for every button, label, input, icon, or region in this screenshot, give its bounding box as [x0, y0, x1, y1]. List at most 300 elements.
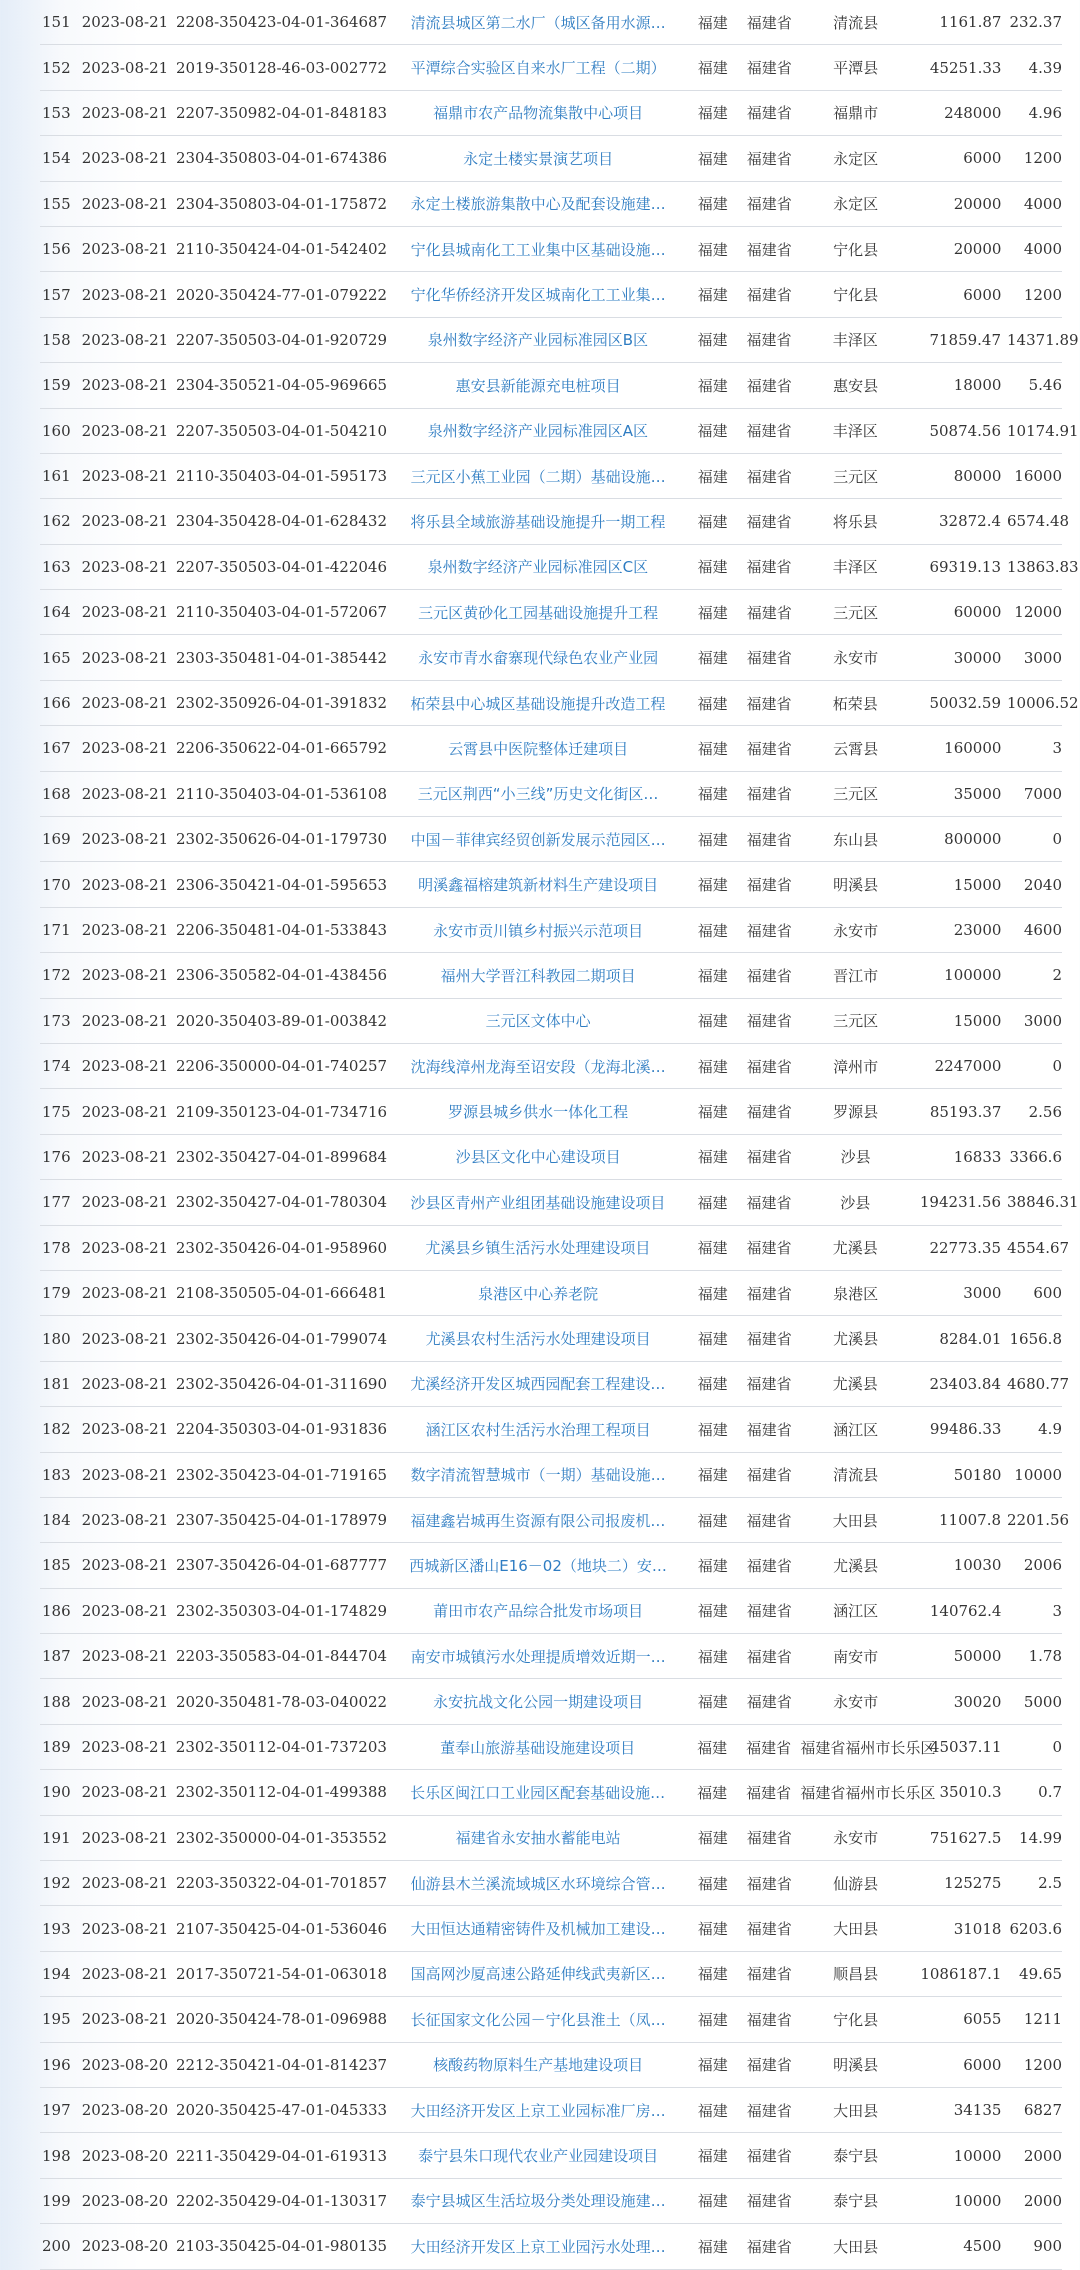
project-name-link[interactable]: 泉港区中心养老院	[478, 1284, 599, 1303]
amount: 3	[1052, 1601, 1062, 1620]
province: 福建省	[746, 104, 792, 123]
province: 福建省	[746, 1375, 792, 1394]
district: 三元区	[833, 603, 879, 622]
table-row	[40, 817, 1062, 862]
province: 福建省	[746, 59, 792, 78]
province-short: 福建	[697, 739, 728, 758]
approval-date: 2023-08-21	[81, 1102, 169, 1121]
amount: 4000	[1023, 240, 1062, 259]
district: 尤溪县	[832, 1239, 878, 1258]
province: 福建省	[746, 2101, 792, 2120]
project-code: 2304-350803-04-01-674386	[175, 149, 388, 168]
project-name-link[interactable]: 福州大学晋江科教园二期项目	[440, 966, 636, 985]
row-number: 171	[42, 921, 71, 939]
row-number: 183	[42, 1465, 71, 1484]
row-number: 189	[42, 1738, 71, 1757]
row-number: 166	[42, 694, 71, 713]
province-short: 福建	[697, 2147, 728, 2166]
table-row	[40, 1316, 1062, 1361]
approval-date: 2023-08-21	[81, 875, 169, 894]
approval-date: 2023-08-21	[81, 421, 169, 440]
district: 清流县	[833, 13, 879, 32]
province: 福建省	[746, 1239, 792, 1258]
project-name-link[interactable]: 宁化华侨经济开发区城南化工工业集…	[410, 286, 666, 305]
province: 福建省	[746, 739, 792, 758]
project-name-link[interactable]: 大田经济开发区上京工业园污水处理…	[410, 2237, 666, 2256]
approval-date: 2023-08-21	[81, 1465, 169, 1484]
project-name-link[interactable]: 福建鑫岩城再生资源有限公司报废机…	[410, 1511, 666, 1530]
approval-date: 2023-08-21	[81, 1511, 169, 1530]
row-number: 151	[42, 13, 71, 32]
project-name-link[interactable]: 将乐县全域旅游基础设施提升一期工程	[410, 512, 666, 531]
project-name-link[interactable]: 西城新区潘山E16－02（地块二）安…	[409, 1556, 667, 1575]
amount: 1200	[1023, 149, 1062, 168]
district: 东山县	[833, 830, 879, 849]
project-name-link[interactable]: 泉州数字经济产业园标准园区A区	[427, 422, 648, 441]
project-name-link[interactable]: 永安抗战文化公园一期建设项目	[433, 1693, 644, 1712]
project-code: 2203-350583-04-01-844704	[175, 1647, 388, 1666]
project-name-link[interactable]: 长乐区闽江口工业园区配套基础设施…	[410, 1783, 666, 1802]
project-name-link[interactable]: 泰宁县朱口现代农业产业园建设项目	[418, 2147, 659, 2166]
approval-date: 2023-08-21	[81, 557, 169, 576]
province: 福建省	[746, 1647, 792, 1666]
project-name-link[interactable]: 泰宁县城区生活垃圾分类处理设施建…	[410, 2192, 666, 2211]
approval-date: 2023-08-21	[81, 1420, 169, 1439]
district: 三元区	[833, 467, 879, 486]
province-short: 福建	[697, 830, 728, 849]
row-number: 193	[42, 1919, 71, 1938]
district: 三元区	[833, 1012, 879, 1031]
project-name-link[interactable]: 永安市青水畲寨现代绿色农业产业园	[418, 649, 659, 668]
total-investment: 31018	[953, 1919, 1002, 1938]
amount: 2.5	[1038, 1874, 1062, 1893]
table-row	[40, 862, 1062, 907]
project-code: 2302-350423-04-01-719165	[175, 1465, 388, 1484]
project-code: 2108-350505-04-01-666481	[175, 1284, 388, 1303]
approval-date: 2023-08-21	[81, 1284, 169, 1303]
table-row	[40, 363, 1062, 408]
row-number: 155	[42, 194, 71, 213]
row-number: 194	[42, 1964, 71, 1983]
total-investment: 6000	[963, 149, 1002, 168]
district: 泰宁县	[833, 2192, 879, 2211]
row-number: 197	[42, 2101, 71, 2120]
amount: 4600	[1023, 921, 1062, 939]
province: 福建省	[746, 1874, 792, 1893]
amount: 6574.48	[1007, 512, 1070, 531]
district: 永定区	[833, 149, 879, 168]
province: 福建省	[746, 1420, 792, 1439]
total-investment: 80000	[953, 467, 1002, 486]
project-code: 2302-350427-04-01-899684	[175, 1147, 388, 1166]
province: 福建省	[746, 1466, 792, 1485]
table-row	[40, 0, 1062, 45]
total-investment: 32872.4	[938, 512, 1002, 531]
total-investment: 10000	[953, 2191, 1002, 2210]
amount: 2040	[1023, 875, 1062, 894]
district: 惠安县	[833, 376, 879, 395]
district: 涵江区	[833, 1602, 879, 1621]
total-investment: 50180	[953, 1465, 1002, 1484]
project-name-link[interactable]: 大田经济开发区上京工业园标准厂房…	[410, 2101, 666, 2120]
project-code: 2107-350425-04-01-536046	[175, 1919, 388, 1938]
table-row	[40, 136, 1062, 181]
row-number: 198	[42, 2146, 71, 2165]
district: 三元区	[833, 785, 879, 804]
project-code: 2206-350481-04-01-533843	[175, 921, 388, 939]
approval-date: 2023-08-21	[81, 739, 169, 758]
district: 云霄县	[833, 739, 879, 758]
row-number: 176	[42, 1147, 71, 1166]
amount: 2006	[1023, 1556, 1062, 1575]
project-name-link[interactable]: 尤溪县农村生活污水处理建设项目	[425, 1330, 651, 1349]
project-name-link[interactable]: 莆田市农产品综合批发市场项目	[433, 1602, 644, 1621]
project-code: 2302-350426-04-01-958960	[175, 1238, 388, 1257]
project-name-link[interactable]: 永安市贡川镇乡村振兴示范项目	[433, 921, 644, 940]
amount: 1211	[1023, 2010, 1062, 2029]
approval-date: 2023-08-21	[81, 1964, 169, 1983]
total-investment: 30020	[953, 1692, 1002, 1711]
approval-date: 2023-08-21	[81, 1738, 169, 1757]
project-code: 2020-350424-77-01-079222	[175, 285, 388, 304]
project-name-link[interactable]: 三元区文体中心	[485, 1012, 591, 1031]
table-row	[40, 91, 1062, 136]
approval-date: 2023-08-21	[81, 1238, 169, 1257]
district: 南安市	[833, 1647, 879, 1666]
project-name-link[interactable]: 福鼎市农产品物流集散中心项目	[433, 104, 644, 123]
province: 福建省	[746, 2147, 792, 2166]
project-code: 2306-350582-04-01-438456	[175, 966, 388, 985]
project-code: 2207-350503-04-01-504210	[175, 421, 388, 440]
approval-date: 2023-08-21	[81, 966, 169, 985]
project-name-link[interactable]: 仙游县木兰溪流域城区水环境综合管…	[410, 1874, 666, 1893]
province: 福建省	[746, 1965, 792, 1984]
row-number: 200	[42, 2237, 71, 2256]
province-short: 福建	[697, 59, 728, 78]
row-number: 172	[42, 966, 71, 985]
approval-date: 2023-08-21	[81, 784, 169, 803]
project-code: 2207-350982-04-01-848183	[175, 103, 388, 122]
amount: 0.7	[1038, 1783, 1063, 1802]
province-short: 福建	[697, 966, 728, 985]
province: 福建省	[746, 2192, 792, 2211]
district: 顺昌县	[833, 1965, 879, 1984]
province-short: 福建	[697, 467, 728, 486]
approval-date: 2023-08-20	[81, 2146, 169, 2165]
amount: 900	[1033, 2237, 1062, 2256]
amount: 3366.6	[1009, 1147, 1062, 1166]
project-name-link[interactable]: 惠安县新能源充电桩项目	[455, 376, 621, 395]
province: 福建省	[746, 785, 792, 804]
row-number: 185	[42, 1556, 71, 1575]
project-code: 2020-350481-78-03-040022	[175, 1692, 388, 1711]
province-short: 福建	[697, 1920, 728, 1939]
province-short: 福建	[697, 195, 728, 214]
province-short: 福建	[697, 785, 728, 804]
table-row	[40, 1952, 1062, 1997]
province-short: 福建	[697, 1375, 728, 1394]
row-number: 178	[42, 1238, 71, 1257]
project-code: 2307-350426-04-01-687777	[175, 1556, 388, 1575]
table-row	[40, 1089, 1062, 1134]
project-code: 2202-350429-04-01-130317	[175, 2191, 388, 2210]
table-row	[40, 1271, 1062, 1316]
amount: 2201.56	[1007, 1511, 1070, 1530]
total-investment: 800000	[944, 830, 1002, 849]
total-investment: 2247000	[934, 1057, 1002, 1076]
row-number: 186	[42, 1601, 71, 1620]
project-name-link[interactable]: 三元区荆西“小三线”历史文化街区…	[417, 785, 659, 804]
row-number: 160	[42, 421, 71, 440]
amount: 6827	[1023, 2101, 1062, 2120]
province-short: 福建	[697, 1012, 728, 1031]
project-code: 2304-350428-04-01-628432	[175, 512, 388, 531]
province: 福建省	[746, 376, 792, 395]
project-name-link[interactable]: 柘荣县中心城区基础设施提升改造工程	[410, 694, 666, 713]
province-short: 福建	[697, 1193, 728, 1212]
project-name-link[interactable]: 泉州数字经济产业园标准园区C区	[427, 558, 649, 577]
district: 泰宁县	[833, 2147, 879, 2166]
approval-date: 2023-08-21	[81, 240, 169, 259]
province: 福建省	[746, 1103, 792, 1122]
total-investment: 23000	[953, 921, 1002, 939]
project-name-link[interactable]: 中国－菲律宾经贸创新发展示范园区…	[410, 830, 666, 849]
project-name-link[interactable]: 数字清流智慧城市（一期）基础设施…	[410, 1466, 666, 1485]
row-number: 169	[42, 830, 71, 849]
project-name-link[interactable]: 清流县城区第二水厂（城区备用水源…	[410, 13, 666, 32]
amount: 5.46	[1028, 376, 1062, 395]
total-investment: 3000	[963, 1284, 1002, 1303]
total-investment: 125275	[944, 1874, 1002, 1893]
row-number: 157	[42, 285, 71, 304]
project-code: 2110-350403-04-01-572067	[175, 603, 388, 622]
province-short: 福建	[697, 694, 728, 713]
amount: 14.99	[1019, 1828, 1062, 1847]
project-code: 2304-350521-04-05-969665	[175, 376, 388, 395]
approval-date: 2023-08-21	[81, 1601, 169, 1620]
table-row	[40, 726, 1062, 771]
approval-date: 2023-08-21	[81, 1874, 169, 1893]
amount: 10174.91	[1007, 421, 1079, 440]
project-name-link[interactable]: 平潭综合实验区自来水厂工程（二期）	[410, 59, 666, 78]
project-name-link[interactable]: 长征国家文化公园－宁化县淮土（凤…	[410, 2010, 666, 2029]
district: 沙县	[840, 1148, 871, 1167]
province-short: 福建	[697, 1466, 728, 1485]
total-investment: 6000	[963, 285, 1002, 304]
project-name-link[interactable]: 永定土楼实景演艺项目	[463, 149, 614, 168]
province: 福建省	[746, 1693, 792, 1712]
project-name-link[interactable]: 罗源县城乡供水一体化工程	[448, 1103, 629, 1122]
amount: 4680.77	[1007, 1374, 1070, 1393]
project-name-link[interactable]: 云霄县中医院整体迁建项目	[448, 739, 629, 758]
district: 涵江区	[833, 1420, 879, 1439]
approval-date: 2023-08-21	[81, 376, 169, 395]
row-number: 195	[42, 2010, 71, 2029]
total-investment: 100000	[944, 966, 1002, 985]
province: 福建省	[746, 240, 792, 259]
row-number: 154	[42, 149, 71, 168]
district: 大田县	[833, 1920, 879, 1939]
approval-date: 2023-08-21	[81, 285, 169, 304]
district: 宁化县	[833, 2010, 879, 2029]
project-name-link[interactable]: 福建省永安抽水蓄能电站	[455, 1829, 621, 1848]
total-investment: 23403.84	[929, 1374, 1002, 1393]
table-row	[40, 227, 1062, 272]
project-name-link[interactable]: 永定土楼旅游集散中心及配套设施建…	[410, 195, 666, 214]
amount: 13863.83	[1007, 557, 1079, 576]
district: 明溪县	[833, 2056, 879, 2075]
total-investment: 1086187.1	[920, 1964, 1002, 1983]
province: 福建省	[746, 1330, 792, 1349]
province-short: 福建	[697, 149, 728, 168]
project-code: 2302-350303-04-01-174829	[175, 1601, 388, 1620]
project-name-link[interactable]: 沙县区文化中心建设项目	[455, 1148, 621, 1167]
approval-date: 2023-08-21	[81, 512, 169, 531]
row-number: 174	[42, 1057, 71, 1076]
table-row	[40, 1453, 1062, 1498]
approval-date: 2023-08-21	[81, 467, 169, 486]
amount: 600	[1033, 1284, 1062, 1303]
row-number: 196	[42, 2055, 71, 2074]
province: 福建省	[746, 1738, 792, 1757]
project-name-link[interactable]: 沙县区青州产业组团基础设施建设项目	[410, 1193, 666, 1212]
province-short: 福建	[697, 1829, 728, 1848]
project-name-link[interactable]: 南安市城镇污水处理提质增效近期一…	[410, 1647, 666, 1666]
total-investment: 99486.33	[929, 1420, 1002, 1439]
province-short: 福建	[697, 649, 728, 668]
total-investment: 22773.35	[929, 1238, 1002, 1257]
amount: 10006.52	[1007, 694, 1079, 713]
table-row	[40, 908, 1062, 953]
amount: 7000	[1023, 784, 1062, 803]
approval-date: 2023-08-21	[81, 194, 169, 213]
approval-date: 2023-08-21	[81, 603, 169, 622]
project-name-link[interactable]: 尤溪县乡镇生活污水处理建设项目	[425, 1239, 651, 1258]
project-code: 2020-350403-89-01-003842	[175, 1011, 388, 1030]
table-row	[40, 953, 1062, 998]
row-number: 156	[42, 240, 71, 259]
total-investment: 20000	[953, 194, 1002, 213]
row-number: 162	[42, 512, 71, 531]
project-name-link[interactable]: 沈海线漳州龙海至诏安段（龙海北溪…	[410, 1057, 666, 1076]
approval-date: 2023-08-21	[81, 694, 169, 713]
approval-date: 2023-08-21	[81, 1556, 169, 1575]
project-name-link[interactable]: 大田恒达通精密铸件及机械加工建设…	[410, 1920, 666, 1939]
approval-date: 2023-08-21	[81, 1011, 169, 1030]
project-code: 2304-350803-04-01-175872	[175, 194, 388, 213]
project-code: 2303-350481-04-01-385442	[175, 648, 388, 667]
table-row	[40, 1679, 1062, 1724]
province: 福建省	[746, 2010, 792, 2029]
province: 福建省	[746, 2056, 792, 2075]
district: 永安市	[833, 1829, 879, 1848]
province: 福建省	[746, 1148, 792, 1167]
amount: 4554.67	[1007, 1238, 1070, 1257]
district: 大田县	[833, 2101, 879, 2120]
table-row	[40, 545, 1079, 590]
amount: 0	[1052, 1738, 1063, 1757]
amount: 5000	[1023, 1692, 1062, 1711]
row-number: 153	[42, 103, 71, 122]
district: 尤溪县	[833, 1556, 879, 1575]
province-short: 福建	[697, 331, 728, 350]
amount: 1656.8	[1009, 1329, 1062, 1348]
province-short: 福建	[697, 2056, 728, 2075]
table-row	[40, 1226, 1070, 1271]
total-investment: 160000	[944, 739, 1002, 758]
row-number: 168	[42, 784, 71, 803]
row-number: 152	[42, 58, 71, 77]
project-name-link[interactable]: 涵江区农村生活污水治理工程项目	[425, 1420, 651, 1439]
province-short: 福建	[697, 1148, 728, 1167]
province: 福建省	[746, 13, 792, 32]
approval-date: 2023-08-21	[81, 58, 169, 77]
province-short: 福建	[697, 1647, 728, 1666]
district: 宁化县	[833, 240, 879, 259]
table-row	[40, 1498, 1070, 1543]
row-number: 184	[42, 1511, 71, 1530]
district: 罗源县	[833, 1103, 879, 1122]
province: 福建省	[746, 1602, 792, 1621]
approval-date: 2023-08-21	[81, 1147, 169, 1166]
project-name-link[interactable]: 三元区小蕉工业园（二期）基础设施…	[410, 467, 666, 486]
province-short: 福建	[697, 1602, 728, 1621]
total-investment: 71859.47	[929, 330, 1002, 349]
project-name-link[interactable]: 明溪鑫福榕建筑新材料生产建设项目	[418, 876, 659, 895]
project-name-link[interactable]: 核酸药物原料生产基地建设项目	[433, 2056, 644, 2075]
project-name-link[interactable]: 三元区黄砂化工园基础设施提升工程	[418, 603, 659, 622]
district: 福建省福州市长乐区	[800, 1783, 936, 1802]
project-code: 2020-350425-47-01-045333	[175, 2101, 388, 2120]
total-investment: 6055	[963, 2010, 1002, 2029]
approval-date: 2023-08-21	[81, 149, 169, 168]
project-code: 2206-350622-04-01-665792	[175, 739, 388, 758]
project-name-link[interactable]: 董奉山旅游基础设施建设项目	[440, 1738, 636, 1757]
amount: 4.96	[1028, 103, 1062, 122]
amount: 3000	[1023, 648, 1062, 667]
project-code: 2204-350303-04-01-931836	[175, 1420, 388, 1439]
province-short: 福建	[697, 2192, 728, 2211]
district: 柘荣县	[832, 694, 878, 713]
project-name-link[interactable]: 国高网沙厦高速公路延伸线武夷新区…	[410, 1965, 666, 1984]
project-name-link[interactable]: 泉州数字经济产业园标准园区B区	[427, 331, 648, 350]
province: 福建省	[746, 1556, 792, 1575]
project-name-link[interactable]: 尤溪经济开发区城西园配套工程建设…	[410, 1375, 666, 1394]
province: 福建省	[746, 2237, 792, 2256]
district: 宁化县	[833, 286, 879, 305]
row-number: 173	[42, 1011, 71, 1030]
table-row	[40, 2043, 1062, 2088]
total-investment: 751627.5	[929, 1828, 1002, 1847]
total-investment: 248000	[944, 103, 1002, 122]
table-row	[40, 1997, 1062, 2042]
total-investment: 60000	[953, 603, 1002, 622]
total-investment: 50032.59	[929, 694, 1002, 713]
table-row	[40, 454, 1062, 499]
district: 大田县	[832, 1511, 878, 1530]
district: 晋江市	[833, 966, 879, 985]
province: 福建省	[746, 1511, 792, 1530]
project-name-link[interactable]: 宁化县城南化工工业集中区基础设施…	[410, 240, 666, 259]
amount: 3000	[1023, 1011, 1062, 1030]
approval-date: 2023-08-21	[81, 330, 169, 349]
approval-date: 2023-08-20	[81, 2055, 169, 2074]
amount: 2.56	[1028, 1102, 1062, 1121]
province-short: 福建	[697, 13, 728, 32]
amount: 1200	[1023, 285, 1062, 304]
total-investment: 18000	[953, 376, 1002, 395]
approval-date: 2023-08-21	[81, 648, 169, 667]
